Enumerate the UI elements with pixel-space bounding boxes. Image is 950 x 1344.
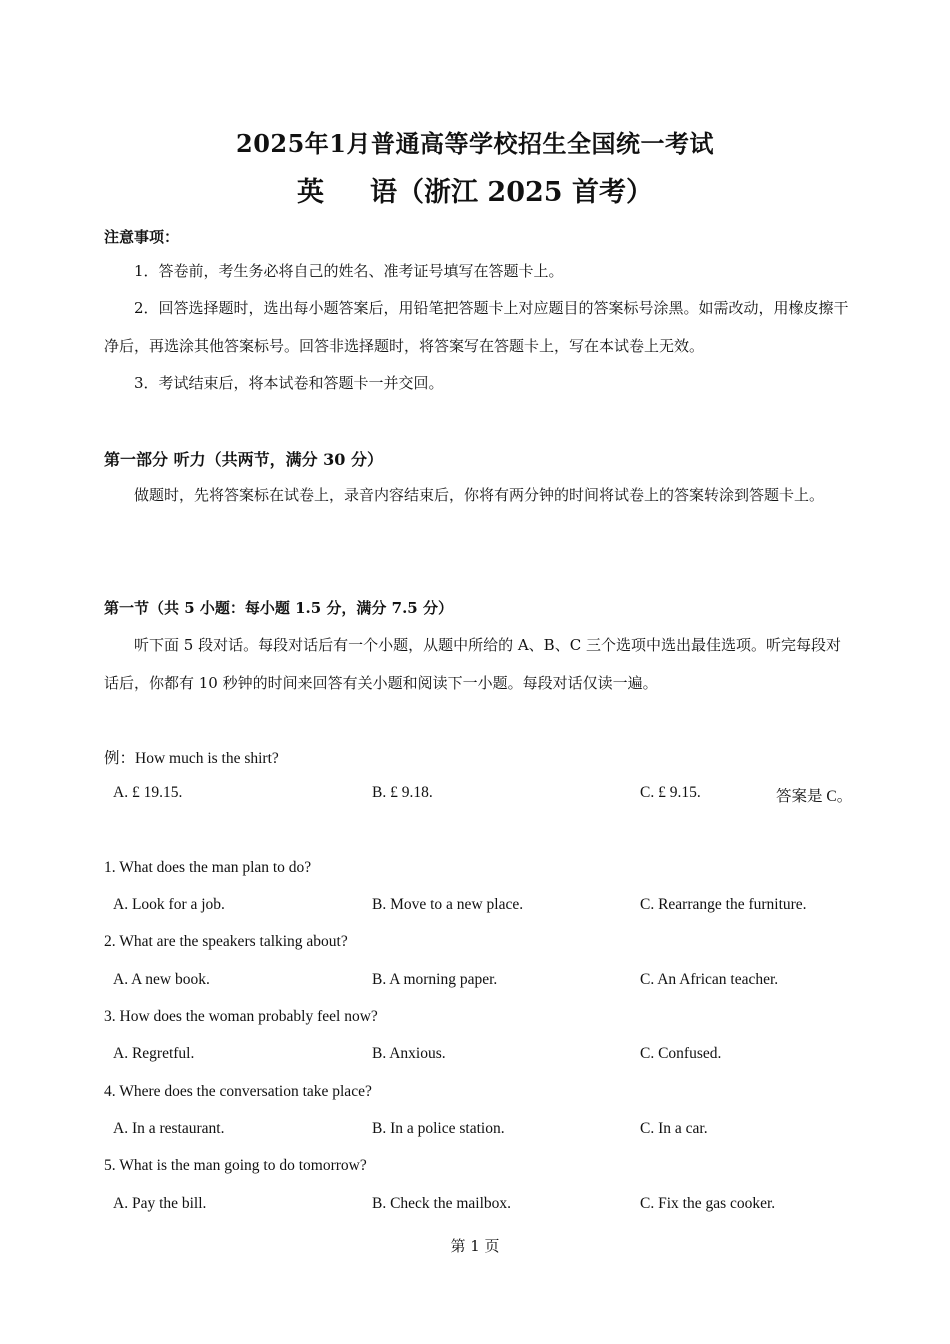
exam-title: 2025年1月普通高等学校招生全国统一考试 [236,129,714,158]
question-4: 4. Where does the conversation take place? [104,1083,372,1100]
section1-instruction: 听下面 5 段对话。每段对话后有一个小题，从题中所给的 A、B、C 三个选项中选出最佳选项。听完每段对话后，你都有 10 秒钟的时间来回答有关小题和阅读下一小题。每段对话仅读一遍。 [104,636,841,692]
question-5-option-c: C. Fix the gas cooker. [640,1195,776,1212]
question-2-option-b: B. A morning paper. [372,971,498,988]
part1-instruction: 做题时，先将答案标在试卷上，录音内容结束后，你将有两分钟的时间将试卷上的答案转涂到答题卡上。 [134,486,825,504]
question-3-option-a: A. Regretful. [113,1045,195,1062]
question-4-option-b: B. In a police station. [372,1120,505,1137]
question-3: 3. How does the woman probably feel now? [104,1008,378,1025]
example-answer: 答案是 C。 [776,788,853,805]
question-5-option-a: A. Pay the bill. [113,1195,207,1212]
example-option-a: A. £ 19.15. [113,784,183,801]
notice-item-3: 3．考试结束后，将本试卷和答题卡一并交回。 [134,374,444,392]
question-1-option-c: C. Rearrange the furniture. [640,896,807,913]
notice-item-1: 1．答卷前，考生务必将自己的姓名、准考证号填写在答题卡上。 [134,262,564,280]
notice-label: 注意事项： [104,228,180,246]
question-2: 2. What are the speakers talking about? [104,933,348,950]
subject-title-char: 英 [297,177,327,208]
question-1: 1. What does the man plan to do? [104,859,312,876]
example-question: 例：How much is the shirt? [104,750,279,767]
question-2-option-a: A. A new book. [113,971,210,988]
subject-title [0,170,950,209]
question-4-option-c: C. In a car. [640,1120,708,1137]
question-2-option-c: C. An African teacher. [640,971,779,988]
question-1-option-b: B. Move to a new place. [372,896,524,913]
question-3-option-c: C. Confused. [640,1045,722,1062]
example-option-b: B. £ 9.18. [372,784,433,801]
part1-heading: 第一部分 听力（共两节，满分 30 分） [104,450,383,469]
section1-heading: 第一节（共 5 小题：每小题 1.5 分，满分 7.5 分） [104,599,453,617]
question-3-option-b: B. Anxious. [372,1045,446,1062]
question-4-option-a: A. In a restaurant. [113,1120,225,1137]
example-option-c: C. £ 9.15. [640,784,701,801]
question-5-option-b: B. Check the mailbox. [372,1195,512,1212]
subject-title-rest: 语（浙江 2025 首考） [370,177,653,208]
notice-item-2: 2．回答选择题时，选出每小题答案后，用铅笔把答题卡上对应题目的答案标号涂黑。如需改动，用橡皮擦干净后，再选涂其他答案标号。回答非选择题时，将答案写在答题卡上，写在本试卷上无效。 [104,299,849,355]
question-5: 5. What is the man going to do tomorrow? [104,1157,367,1174]
page-number: 第 1 页 [450,1237,500,1255]
question-1-option-a: A. Look for a job. [113,896,225,913]
